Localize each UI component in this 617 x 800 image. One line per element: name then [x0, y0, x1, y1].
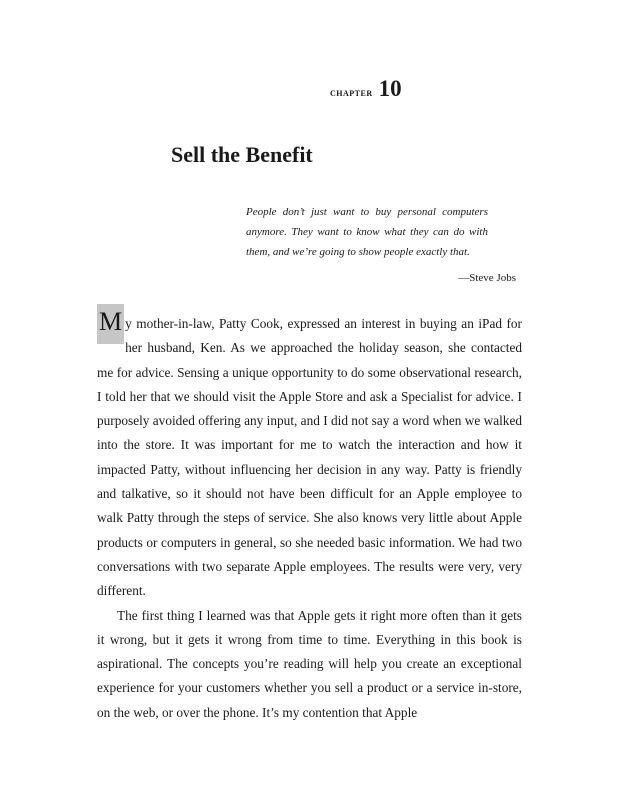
chapter-title: Sell the Benefit [171, 142, 313, 167]
chapter-number: 10 [378, 76, 402, 101]
paragraph-2: The first thing I learned was that Apple gets it right more often than it gets it wrong, but it gets it wrong from time to time. Everything in this book is aspirational. The concepts you’re reading will help you create an exceptional experience for your customers whether you sell a product or a service in-store, on the web, or over the phone. It’s my contention that Apple [97, 607, 522, 720]
epigraph-attribution: —Steve Jobs [458, 272, 516, 284]
paragraph-1 [97, 307, 522, 604]
epigraph-quote: People don’t just want to buy personal computers anymore. They want to know what they can do with them, and we’re going to show people exactly that. [246, 206, 488, 258]
chapter-label: chapter [330, 87, 373, 99]
paragraph-1-text: y mother-in-law, Patty Cook, expressed an interest in buying an iPad for her husband, Ken. As we approached the holiday season, she contacted me for advice. Sensing a unique opportunity to do some observational research, I told her that we should visit the Apple Store and ask a Specialist for advice. I purposely avoided offering any input, and I did not say a word when we walked into the store. It was important for me to watch the interaction and how it impacted Patty, without influencing her decision in any way. Patty is friendly and talkative, so it should not have been difficult for an Apple employee to walk Patty through the steps of service. She also knows very little about Apple products or computers in general, so she needed basic information. We had two conversations with two separate Apple employees. The results were very, very different. [97, 316, 522, 599]
drop-cap: M [97, 304, 124, 344]
body-text [97, 307, 522, 725]
chapter-heading [330, 76, 402, 102]
